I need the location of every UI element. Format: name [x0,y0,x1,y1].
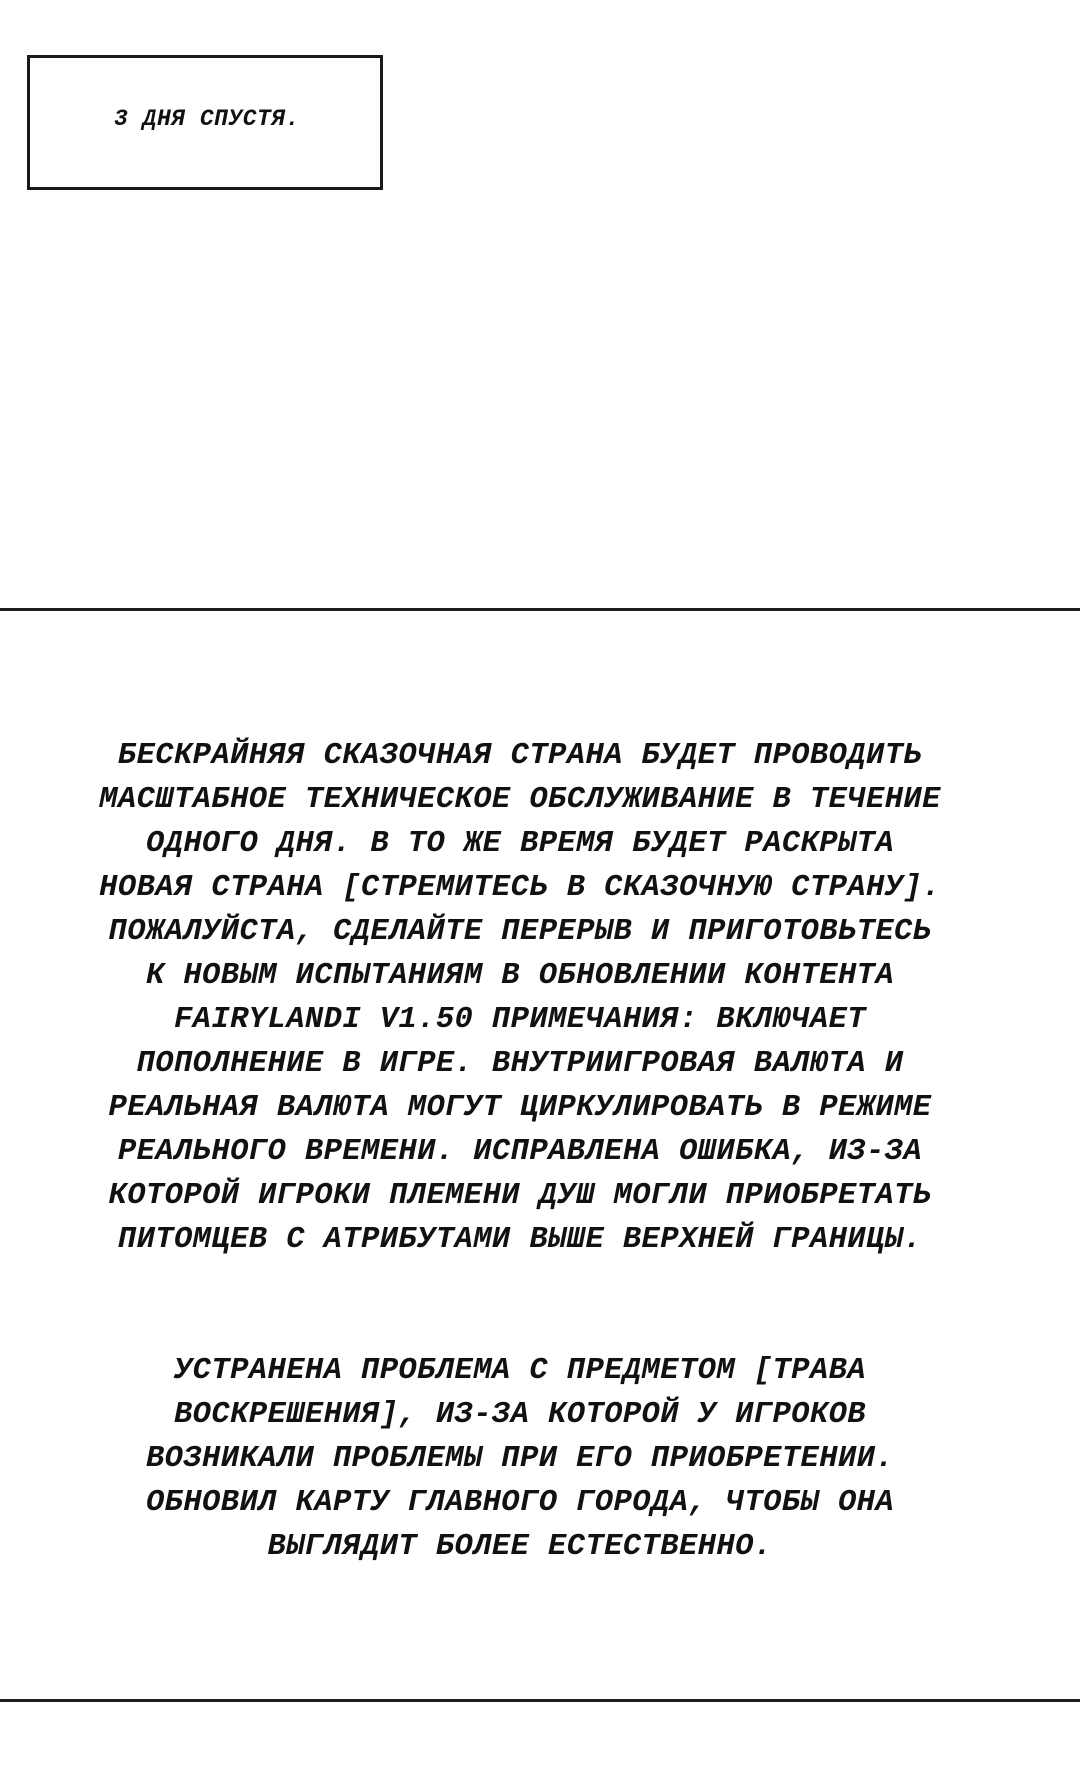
panel-divider-bottom [0,1699,1080,1702]
announcement-paragraph-1: БЕСКРАЙНЯЯ СКАЗОЧНАЯ СТРАНА БУДЕТ ПРОВОДИТЬ МАСШТАБНОЕ ТЕХНИЧЕСКОЕ ОБСЛУЖИВАНИЕ В ТЕЧЕНИЕ ОДНОГО ДНЯ. В ТО ЖЕ ВРЕМЯ БУДЕТ РАСКРЫТА НОВАЯ СТРАНА [СТРЕМИТЕСЬ В СКАЗОЧНУЮ СТРАНУ]. ПОЖАЛУЙСТА, СДЕЛАЙТЕ ПЕРЕРЫВ И ПРИГОТОВЬТЕСЬ К НОВЫМ ИСПЫТАНИЯМ В ОБНОВЛЕНИИ КОНТЕНТА FAIRYLANDI V1.50 ПРИМЕЧАНИЯ: ВКЛЮЧАЕТ ПОПОЛНЕНИЕ В ИГРЕ. ВНУТРИИГРОВАЯ ВАЛЮТА И РЕАЛЬНАЯ ВАЛЮТА МОГУТ ЦИРКУЛИРОВАТЬ В РЕЖИМЕ РЕАЛЬНОГО ВРЕМЕНИ. ИСПРАВЛЕНА ОШИБКА, ИЗ-ЗА КОТОРОЙ ИГРОКИ ПЛЕМЕНИ ДУШ МОГЛИ ПРИОБРЕТАТЬ ПИТОМЦЕВ С АТРИБУТАМИ ВЫШЕ ВЕРХНЕЙ ГРАНИЦЫ. [99,739,941,1257]
caption-text: 3 ДНЯ СПУСТЯ. [114,105,300,132]
announcement-paragraph-2: УСТРАНЕНА ПРОБЛЕМА С ПРЕДМЕТОМ [ТРАВА ВОСКРЕШЕНИЯ], ИЗ-ЗА КОТОРОЙ У ИГРОКОВ ВОЗНИКАЛИ ПРОБЛЕМЫ ПРИ ЕГО ПРИОБРЕТЕНИИ. ОБНОВИЛ КАРТУ ГЛАВНОГО ГОРОДА, ЧТОБЫ ОНА ВЫГЛЯДИТ БОЛЕЕ ЕСТЕСТВЕННО. [145,1354,895,1564]
panel-divider-top [0,608,1080,611]
caption-box [27,55,383,190]
